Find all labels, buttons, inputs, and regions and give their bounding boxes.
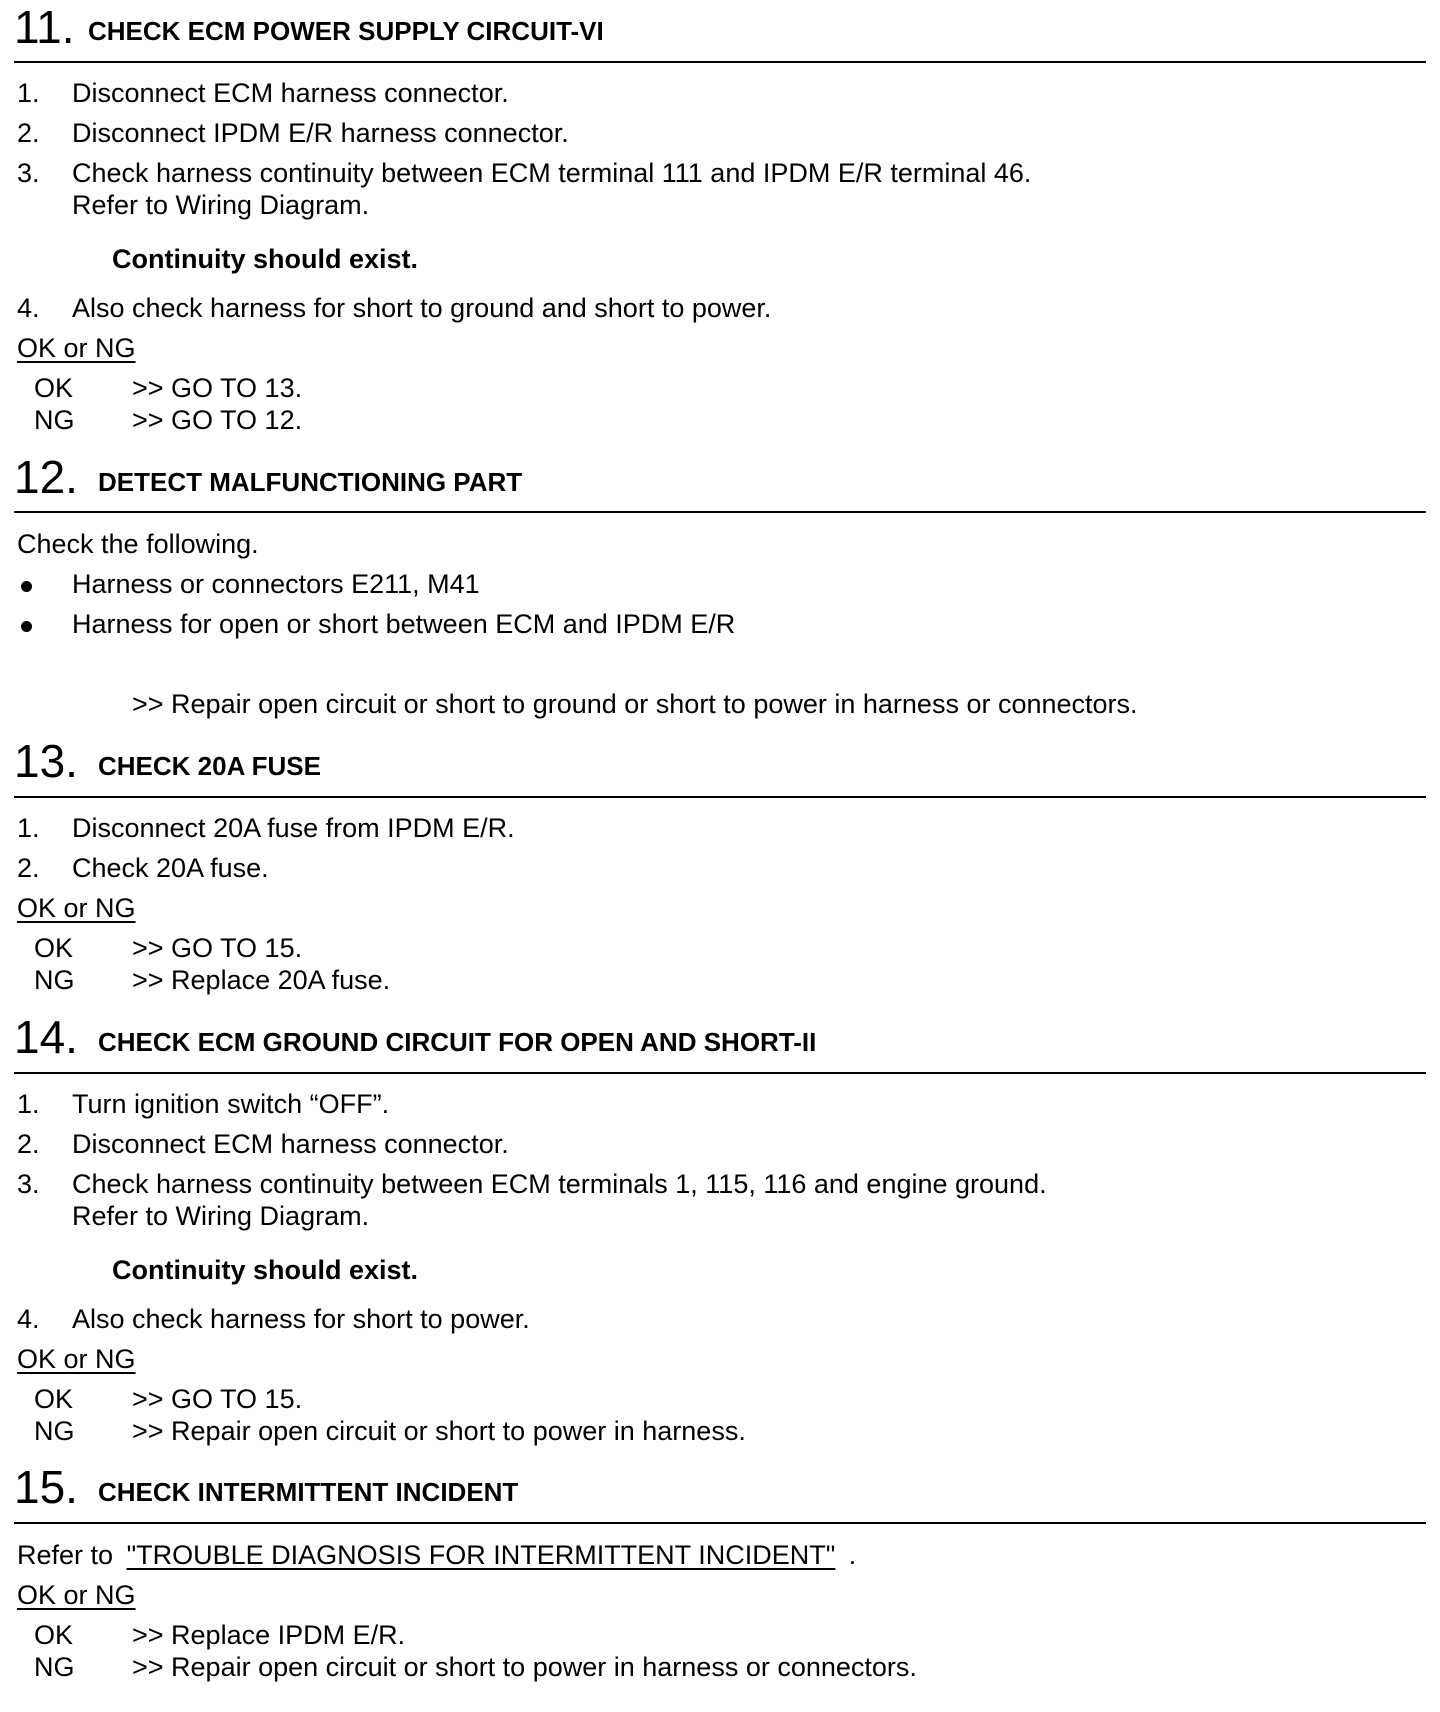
step-number: 14. [14, 1011, 78, 1063]
section-divider [14, 61, 1426, 63]
result-code-ok: OK [34, 933, 74, 963]
section-divider [14, 1522, 1426, 1524]
step-title: CHECK INTERMITTENT INCIDENT [98, 1477, 519, 1507]
trouble-diagnosis-link[interactable]: "TROUBLE DIAGNOSIS FOR INTERMITTENT INCIDENT" [126, 1540, 836, 1570]
list-number: 2. [17, 853, 40, 883]
result-action-ng: >> Repair open circuit or short to power in harness or connectors. [132, 1652, 917, 1682]
result-action-ng: >> Repair open circuit or short to power in harness. [132, 1416, 746, 1446]
list-number: 1. [17, 78, 40, 108]
step-number: 15. [14, 1461, 78, 1513]
list-number: 4. [17, 293, 40, 323]
result-code-ng: NG [34, 1416, 75, 1446]
list-item: Turn ignition switch “OFF”. [72, 1089, 390, 1119]
section-divider [14, 511, 1426, 513]
list-item: Disconnect IPDM E/R harness connector. [72, 118, 569, 148]
result-code-ok: OK [34, 1620, 74, 1650]
step-title: CHECK ECM GROUND CIRCUIT FOR OPEN AND SHORT-II [98, 1027, 817, 1057]
step-title: CHECK ECM POWER SUPPLY CIRCUIT-VI [88, 16, 604, 46]
list-item-continuation: Refer to Wiring Diagram. [72, 190, 370, 220]
step-number: 13. [14, 735, 78, 787]
bullet-dot [21, 621, 32, 632]
result-code-ng: NG [34, 965, 75, 995]
result-action-ng: >> Replace 20A fuse. [132, 965, 391, 995]
list-item: Disconnect ECM harness connector. [72, 1129, 509, 1159]
list-item: Check 20A fuse. [72, 853, 269, 883]
result-code-ng: NG [34, 1652, 75, 1682]
list-item: Also check harness for short to power. [72, 1304, 530, 1334]
result-code-ok: OK [34, 373, 74, 403]
result-action-ok: >> GO TO 13. [132, 373, 303, 403]
refer-prefix: Refer to [17, 1540, 114, 1570]
section-divider [14, 1072, 1426, 1074]
step-number: 12. [14, 451, 78, 503]
list-item: Disconnect ECM harness connector. [72, 78, 509, 108]
list-number: 4. [17, 1304, 40, 1334]
ok-ng-label: OK or NG [17, 1580, 136, 1610]
spec-note: Continuity should exist. [112, 244, 419, 274]
result-action-ok: >> Replace IPDM E/R. [132, 1620, 406, 1650]
section-divider [14, 796, 1426, 798]
list-item: Also check harness for short to ground and short to power. [72, 293, 772, 323]
step-title: DETECT MALFUNCTIONING PART [98, 467, 523, 497]
list-number: 3. [17, 158, 40, 188]
bullet-item: Harness for open or short between ECM and IPDM E/R [72, 609, 736, 639]
step-number: 11. [14, 1, 75, 53]
bullet-dot [21, 581, 32, 592]
list-number: 2. [17, 1129, 40, 1159]
list-number: 1. [17, 813, 40, 843]
result-action-ng: >> GO TO 12. [132, 405, 303, 435]
ok-ng-label: OK or NG [17, 893, 136, 923]
repair-action: >> Repair open circuit or short to ground or short to power in harness or connectors. [132, 689, 1138, 719]
list-number: 3. [17, 1169, 40, 1199]
refer-suffix: . [848, 1540, 857, 1570]
intro-text: Check the following. [17, 529, 259, 559]
ok-ng-label: OK or NG [17, 333, 136, 363]
result-code-ng: NG [34, 405, 75, 435]
list-number: 1. [17, 1089, 40, 1119]
ok-ng-label: OK or NG [17, 1344, 136, 1374]
step-title: CHECK 20A FUSE [98, 751, 321, 781]
spec-note: Continuity should exist. [112, 1255, 419, 1285]
list-item-continuation: Refer to Wiring Diagram. [72, 1201, 370, 1231]
list-item: Check harness continuity between ECM terminals 1, 115, 116 and engine ground. [72, 1169, 1047, 1199]
result-action-ok: >> GO TO 15. [132, 933, 303, 963]
result-action-ok: >> GO TO 15. [132, 1384, 303, 1414]
list-item: Disconnect 20A fuse from IPDM E/R. [72, 813, 515, 843]
list-item: Check harness continuity between ECM terminal 111 and IPDM E/R terminal 46. [72, 158, 1032, 188]
list-number: 2. [17, 118, 40, 148]
result-code-ok: OK [34, 1384, 74, 1414]
refer-line [17, 1539, 856, 1571]
bullet-item: Harness or connectors E211, M41 [72, 569, 480, 599]
